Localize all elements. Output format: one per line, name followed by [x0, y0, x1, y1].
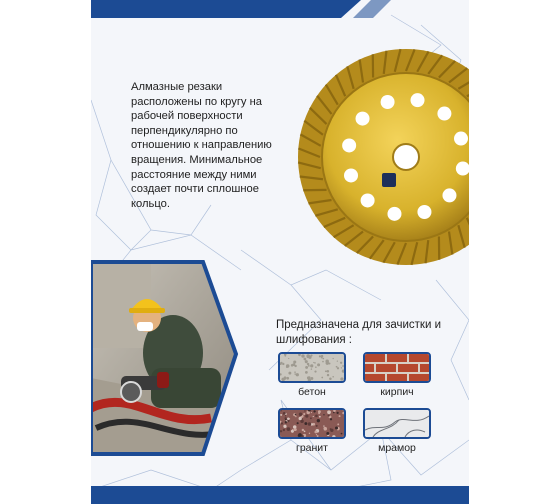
brick-swatch: [363, 352, 431, 383]
marble-swatch: [363, 408, 431, 439]
bottom-band: [91, 486, 469, 504]
material-label-brick: кирпич: [380, 386, 414, 398]
worker-grinding-photo: [91, 258, 241, 458]
concrete-swatch: [278, 352, 346, 383]
purpose-title: Предназначена для зачистки и шлифования :: [276, 319, 441, 346]
top-band: [91, 0, 469, 18]
product-card: [91, 0, 469, 504]
granite-swatch: [278, 408, 346, 439]
material-label-concrete: бетон: [298, 386, 326, 398]
diamond-cup-disc-image: [296, 42, 469, 270]
feature-description: Алмазные резаки расположены по кругу на рабочей поверхности перпендикулярно по отношению к направлению вращения. Минимальное расстояние между ними создает почти сплошное кольцо.: [131, 81, 272, 210]
material-label-marble: мрамор: [378, 442, 416, 454]
material-label-granite: гранит: [296, 442, 328, 454]
